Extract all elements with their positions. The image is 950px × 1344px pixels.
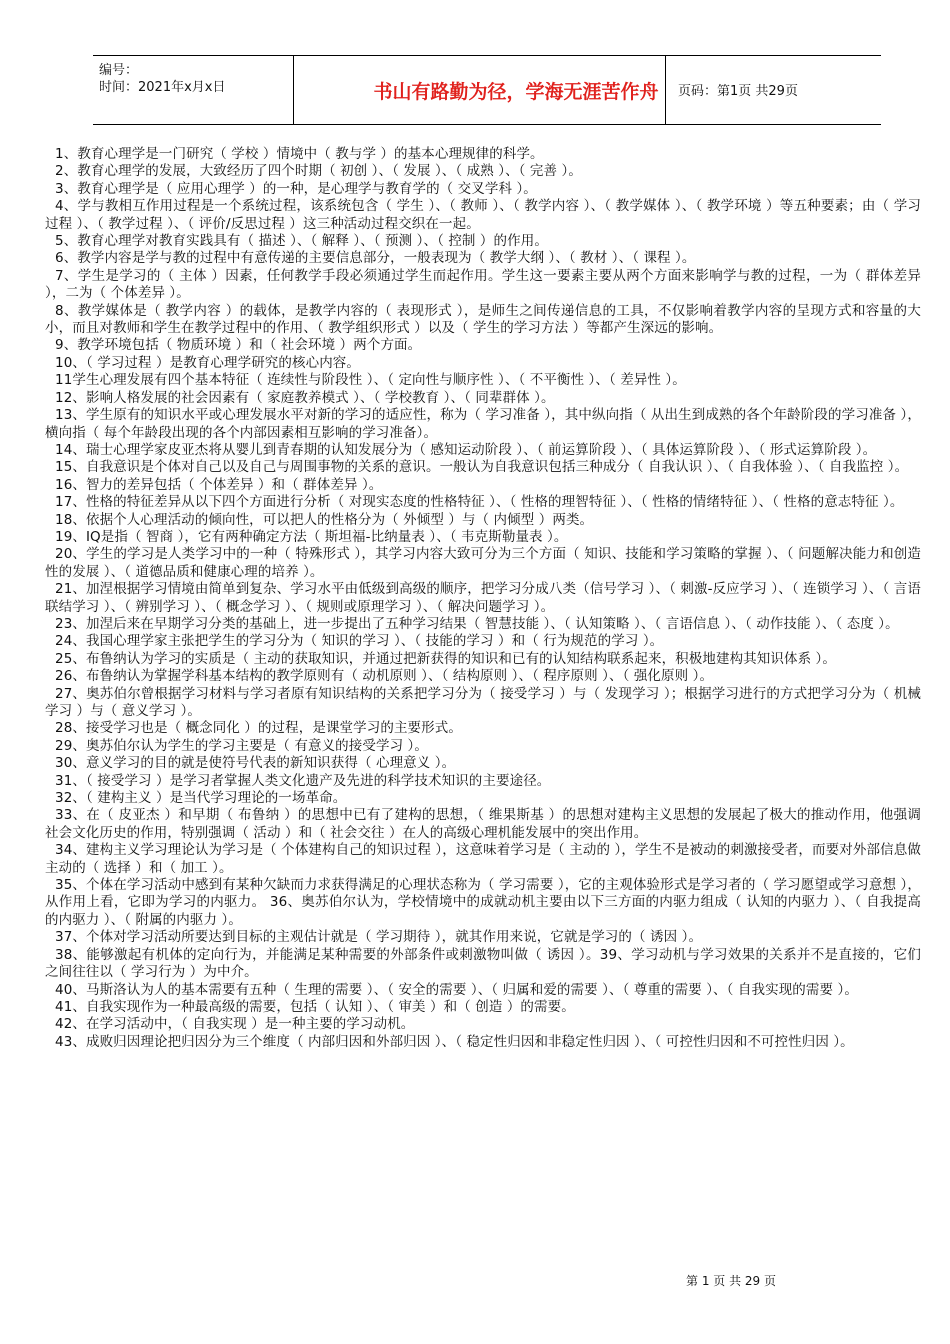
paragraph: 21、加涅根据学习情境由简单到复杂、学习水平由低级到高级的顺序，把学习分成八类（信号学习 ）、（ 刺激-反应学习 ）、（ 连锁学习 ）、（ 言语联结学习 ）、（ 辨别学习 ）、（ 概念学习 ）、（ 规则或原理学习 ）、（ 解决问题学习 ）。 [45,581,921,615]
paragraph: 17、性格的特征差异从以下四个方面进行分析（ 对现实态度的性格特征 ）、（ 性格的理智特征 ）、（ 性格的情绪特征 ）、（ 性格的意志特征 ）。 [55,494,904,511]
paragraph: 11学生心理发展有四个基本特征（ 连续性与阶段性 ）、（ 定向性与顺序性 ）、（ 不平衡性 ）、（ 差异性 ）。 [55,372,686,389]
paragraph: 38、能够激起有机体的定向行为，并能满足某种需要的外部条件或刺激物叫做（ 诱因 ）。39、学习动机与学习效果的关系并不是直接的，它们之间往往以（ 学习行为 ）为中介。 [45,946,921,981]
paragraph: 20、学生的学习是人类学习中的一种（ 特殊形式 ），其学习内容大致可分为三个方面（ 知识、技能和学习策略的掌握 ）、（ 问题解决能力和创造性的发展 ）、（ 道德品质和健康心理的培养 ）。 [45,546,921,580]
paragraph: 40、马斯洛认为人的基本需要有五种（ 生理的需要 ）、（ 安全的需要 ）、（ 归属和爱的需要 ）、（ 尊重的需要 ）、（ 自我实现的需要 ）。 [55,981,858,998]
paragraph: 41、自我实现作为一种最高级的需要，包括（ 认知 ）、（ 审美 ）和（ 创造 ）的需要。 [55,998,575,1015]
paragraph: 25、布鲁纳认为学习的实质是（ 主动的获取知识，并通过把新获得的知识和已有的认知结构联系起来，积极地建构其知识体系 ）。 [55,650,837,667]
paragraph: 37、个体对学习活动所要达到目标的主观估计就是（ 学习期待 ），就其作用来说，它就是学习的（ 诱因 ）。 [55,929,703,946]
paragraph: 29、奥苏伯尔认为学生的学习主要是（ 有意义的接受学习 ）。 [55,737,429,754]
paragraph: 26、布鲁纳认为掌握学科基本结构的教学原则有（ 动机原则 ）、（ 结构原则 ）、（ 程序原则 ）、（ 强化原则 ）。 [55,668,714,685]
paragraph: 24、我国心理学家主张把学生的学习分为（ 知识的学习 ）、（ 技能的学习 ）和（ 行为规范的学习 ）。 [55,633,664,650]
header-time: 时间：2021年x月x日 [99,80,226,95]
paragraph: 35、个体在学习活动中感到有某种欠缺而力求获得满足的心理状态称为（ 学习需要 ），它的主观体验形式是学习者的（ 学习愿望或学习意想 ），从作用上看，它即为学习的内驱力。 36、奥苏伯尔认为，学校情境中的成就动机主要由以下三方面的内驱力组成（ 认知的内驱力 ）、（ 自我提高的内驱力 ）、（ 附属的内驱力 ）。 [45,877,921,928]
paragraph: 32、（ 建构主义 ）是当代学习理论的一场革命。 [55,790,347,807]
paragraph: 14、瑞士心理学家皮亚杰将从婴儿到青春期的认知发展分为（ 感知运动阶段 ）、（ 前运算阶段 ）、（ 具体运算阶段 ）、（ 形式运算阶段 ）。 [55,441,877,458]
page-header [93,55,881,125]
paragraph: 8、教学媒体是（ 教学内容 ）的载体，是教学内容的（ 表现形式 ），是师生之间传递信息的工具，不仅影响着教学内容的呈现方式和容量的大小，而且对教师和学生在教学过程中的作用、（ 教学组织形式 ）以及（ 学生的学习方法 ）等都产生深远的影响。 [45,302,921,337]
paragraph: 19、IQ是指（ 智商 ），它有两种确定方法（ 斯坦福-比纳量表 ）、（ 韦克斯勒量表 ）。 [55,528,568,545]
header-meta [99,62,225,96]
paragraph: 3、教育心理学是（ 应用心理学 ）的一种，是心理学与教育学的（ 交叉学科 ）。 [55,180,537,197]
paragraph: 12、影响人格发展的社会因素有（ 家庭教养模式 ）、（ 学校教育 ）、（ 同辈群体 ）。 [55,389,555,406]
paragraph: 10、（ 学习过程 ）是教育心理学研究的核心内容。 [55,354,361,371]
paragraph: 42、在学习活动中，（ 自我实现 ）是一种主要的学习动机。 [55,1016,415,1033]
paragraph: 43、成败归因理论把归因分为三个维度（ 内部归因和外部归因 ）、（ 稳定性归因和非稳定性归因 ）、（ 可控性归因和不可控性归因 ）。 [55,1033,854,1050]
paragraph: 1、教育心理学是一门研究（ 学校 ）情境中（ 教与学 ）的基本心理规律的科学。 [55,146,544,162]
paragraph: 5、教育心理学对教育实践具有（ 描述 ）、（ 解释 ）、（ 预测 ）、（ 控制 ）的作用。 [55,233,548,250]
header-motto: 书山有路勤为径，学海无涯苦作舟 [373,80,659,103]
paragraph: 13、学生原有的知识水平或心理发展水平对新的学习的适应性，称为（ 学习准备 ），其中纵向指（ 从出生到成熟的各个年龄阶段的学习准备 ），横向指（ 每个年龄段出现的各个内部因素相互影响的学习准备）。 [45,407,921,441]
paragraph: 28、接受学习也是（ 概念同化 ）的过程，是课堂学习的主要形式。 [55,720,462,737]
paragraph: 6、教学内容是学与教的过程中有意传递的主要信息部分，一般表现为（ 教学大纲 ）、（ 教材 ）、（ 课程 ）。 [55,250,696,267]
header-divider-left [293,56,294,124]
page-footer: 第 1 页 共 29 页 [686,1274,776,1288]
header-number: 编号： [99,63,139,78]
paragraph: 33、在（ 皮亚杰 ）和早期（ 布鲁纳 ）的思想中已有了建构的思想，（ 维果斯基 ）的思想对建构主义思想的发展起了极大的推动作用，他强调社会文化历史的作用，特别强调（ 活动 ）和（ 社会交往 ）在人的高级心理机能发展中的突出作用。 [45,807,921,841]
paragraph: 34、建构主义学习理论认为学习是（ 个体建构自己的知识过程 ），这意味着学习是（ 主动的 ），学生不是被动的刺激接受者，而要对外部信息做主动的（ 选择 ）和（ 加工 ）。 [45,842,921,876]
paragraph: 27、奥苏伯尔曾根据学习材料与学习者原有知识结构的关系把学习分为（ 接受学习 ）与（ 发现学习 ）；根据学习进行的方式把学习分为（ 机械学习 ）与（ 意义学习 ）。 [45,685,921,719]
paragraph: 31、（ 接受学习 ）是学习者掌握人类文化遗产及先进的科学技术知识的主要途径。 [55,772,551,789]
header-page-number: 页码：第1页 共29页 [678,84,798,99]
header-divider-right [665,56,666,124]
paragraph: 9、教学环境包括（ 物质环境 ）和（ 社会环境 ）两个方面。 [55,337,422,354]
paragraph: 16、智力的差异包括（ 个体差异 ）和（ 群体差异 ）。 [55,476,383,493]
paragraph: 23、加涅后来在早期学习分类的基础上，进一步提出了五种学习结果（ 智慧技能 ）、（ 认知策略 ）、（ 言语信息 ）、（ 动作技能 ）、（ 态度 ）。 [55,615,899,632]
document-body [45,146,921,1051]
paragraph: 4、学与教相互作用过程是一个系统过程，该系统包含（ 学生 ）、（ 教师 ）、（ 教学内容 ）、（ 教学媒体 ）、（ 教学环境 ）等五种要素；由（ 学习过程 ）、（ 教学过程 ）、（ 评价/反思过程 ）这三种活动过程交织在一起。 [45,198,921,232]
paragraph: 18、依据个人心理活动的倾向性，可以把人的性格分为（ 外倾型 ）与（ 内倾型 ）两类。 [55,511,594,528]
paragraph: 30、意义学习的目的就是使符号代表的新知识获得（ 心理意义 ）。 [55,755,456,772]
paragraph: 2、教育心理学的发展，大致经历了四个时期（ 初创 ）、（ 发展 ）、（ 成熟 ）、（ 完善 ）。 [55,163,582,180]
paragraph: 7、学生是学习的（ 主体 ）因素，任何教学手段必须通过学生而起作用。学生这一要素主要从两个方面来影响学与教的过程，一为（ 群体差异 ），二为（ 个体差异 ）。 [45,267,921,302]
paragraph: 15、自我意识是个体对自己以及自己与周围事物的关系的意识。一般认为自我意识包括三种成分（ 自我认识 ）、（ 自我体验 ）、（ 自我监控 ）。 [55,459,909,476]
